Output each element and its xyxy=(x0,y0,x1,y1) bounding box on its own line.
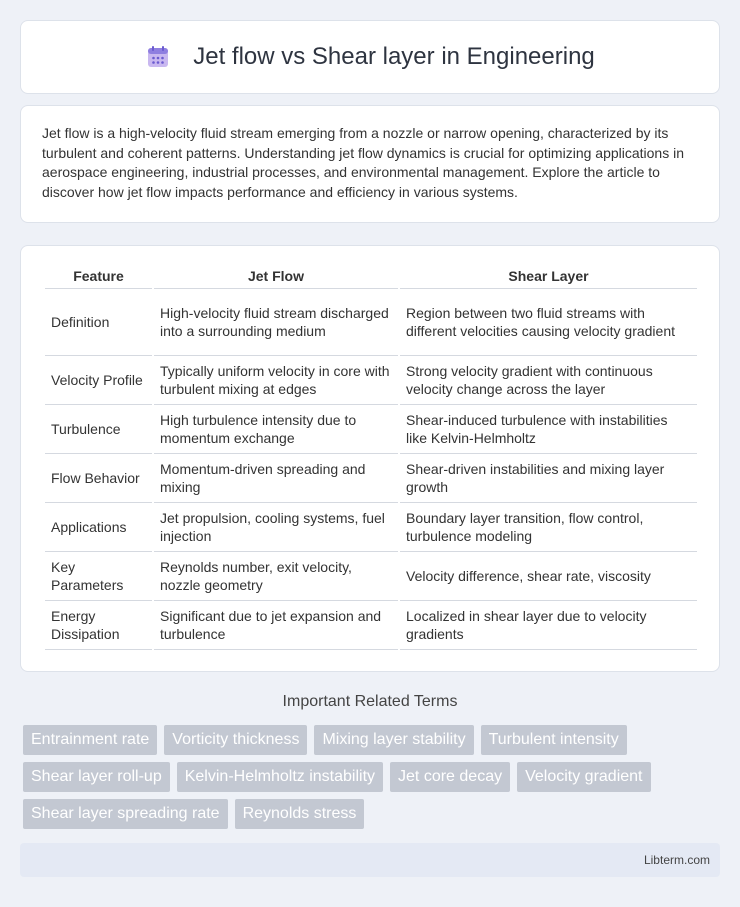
cell-shear-layer: Strong velocity gradient with continuous velocity change across the layer xyxy=(400,356,697,405)
cell-jet-flow: Momentum-driven spreading and mixing xyxy=(154,454,398,503)
cell-feature: Flow Behavior xyxy=(45,454,152,503)
related-term-tag[interactable]: Kelvin-Helmholtz instability xyxy=(177,762,383,792)
related-term-tag[interactable]: Shear layer roll-up xyxy=(23,762,170,792)
table-row xyxy=(45,356,697,405)
cell-jet-flow: Jet propulsion, cooling systems, fuel injection xyxy=(154,503,398,552)
page-title: Jet flow vs Shear layer in Engineering xyxy=(193,43,595,70)
related-terms-list xyxy=(23,725,723,836)
cell-feature: Velocity Profile xyxy=(45,356,152,405)
comparison-table-card xyxy=(20,245,720,672)
cell-feature: Turbulence xyxy=(45,405,152,454)
table-row xyxy=(45,454,697,503)
table-row xyxy=(45,552,697,601)
calendar-icon xyxy=(145,44,171,70)
cell-jet-flow: High turbulence intensity due to momentum exchange xyxy=(154,405,398,454)
cell-shear-layer: Boundary layer transition, flow control, turbulence modeling xyxy=(400,503,697,552)
table-row xyxy=(45,405,697,454)
cell-shear-layer: Localized in shear layer due to velocity gradients xyxy=(400,601,697,650)
table-row xyxy=(45,289,697,356)
footer-link[interactable]: Libterm.com xyxy=(643,853,710,867)
related-term-tag[interactable]: Vorticity thickness xyxy=(164,725,307,755)
cell-feature: Energy Dissipation xyxy=(45,601,152,650)
cell-feature: Key Parameters xyxy=(45,552,152,601)
related-term-tag[interactable]: Shear layer spreading rate xyxy=(23,799,228,829)
table-header-row xyxy=(45,266,697,289)
footer xyxy=(20,843,720,877)
header-jet-flow: Jet Flow xyxy=(154,266,398,289)
table-row xyxy=(45,503,697,552)
cell-jet-flow: Reynolds number, exit velocity, nozzle geometry xyxy=(154,552,398,601)
related-term-tag[interactable]: Mixing layer stability xyxy=(314,725,473,755)
cell-jet-flow: High-velocity fluid stream discharged into a surrounding medium xyxy=(154,289,398,356)
cell-shear-layer: Velocity difference, shear rate, viscosity xyxy=(400,552,697,601)
related-terms-title: Important Related Terms xyxy=(282,693,458,710)
related-term-tag[interactable]: Turbulent intensity xyxy=(481,725,627,755)
cell-feature: Applications xyxy=(45,503,152,552)
cell-shear-layer: Shear-driven instabilities and mixing layer growth xyxy=(400,454,697,503)
comparison-table xyxy=(43,266,699,650)
related-term-tag[interactable]: Reynolds stress xyxy=(235,799,365,829)
header-shear-layer: Shear Layer xyxy=(400,266,697,289)
cell-jet-flow: Typically uniform velocity in core with turbulent mixing at edges xyxy=(154,356,398,405)
intro-text: Jet flow is a high-velocity fluid stream emerging from a nozzle or narrow opening, characterized by its turbulent and coherent patterns. Understanding jet flow dynamics is crucial for optimizing applications in aerospace engineering, industrial processes, and environmental management. Explore the article to discover how jet flow impacts performance and efficiency in various systems. xyxy=(42,125,685,200)
related-term-tag[interactable]: Jet core decay xyxy=(390,762,510,792)
cell-shear-layer: Shear-induced turbulence with instabilities like Kelvin-Helmholtz xyxy=(400,405,697,454)
related-term-tag[interactable]: Velocity gradient xyxy=(517,762,650,792)
header-feature: Feature xyxy=(45,266,152,289)
header-card xyxy=(20,20,720,94)
intro-card xyxy=(20,105,720,223)
cell-shear-layer: Region between two fluid streams with different velocities causing velocity gradient xyxy=(400,289,697,356)
related-term-tag[interactable]: Entrainment rate xyxy=(23,725,157,755)
cell-feature: Definition xyxy=(45,289,152,356)
cell-jet-flow: Significant due to jet expansion and turbulence xyxy=(154,601,398,650)
table-row xyxy=(45,601,697,650)
